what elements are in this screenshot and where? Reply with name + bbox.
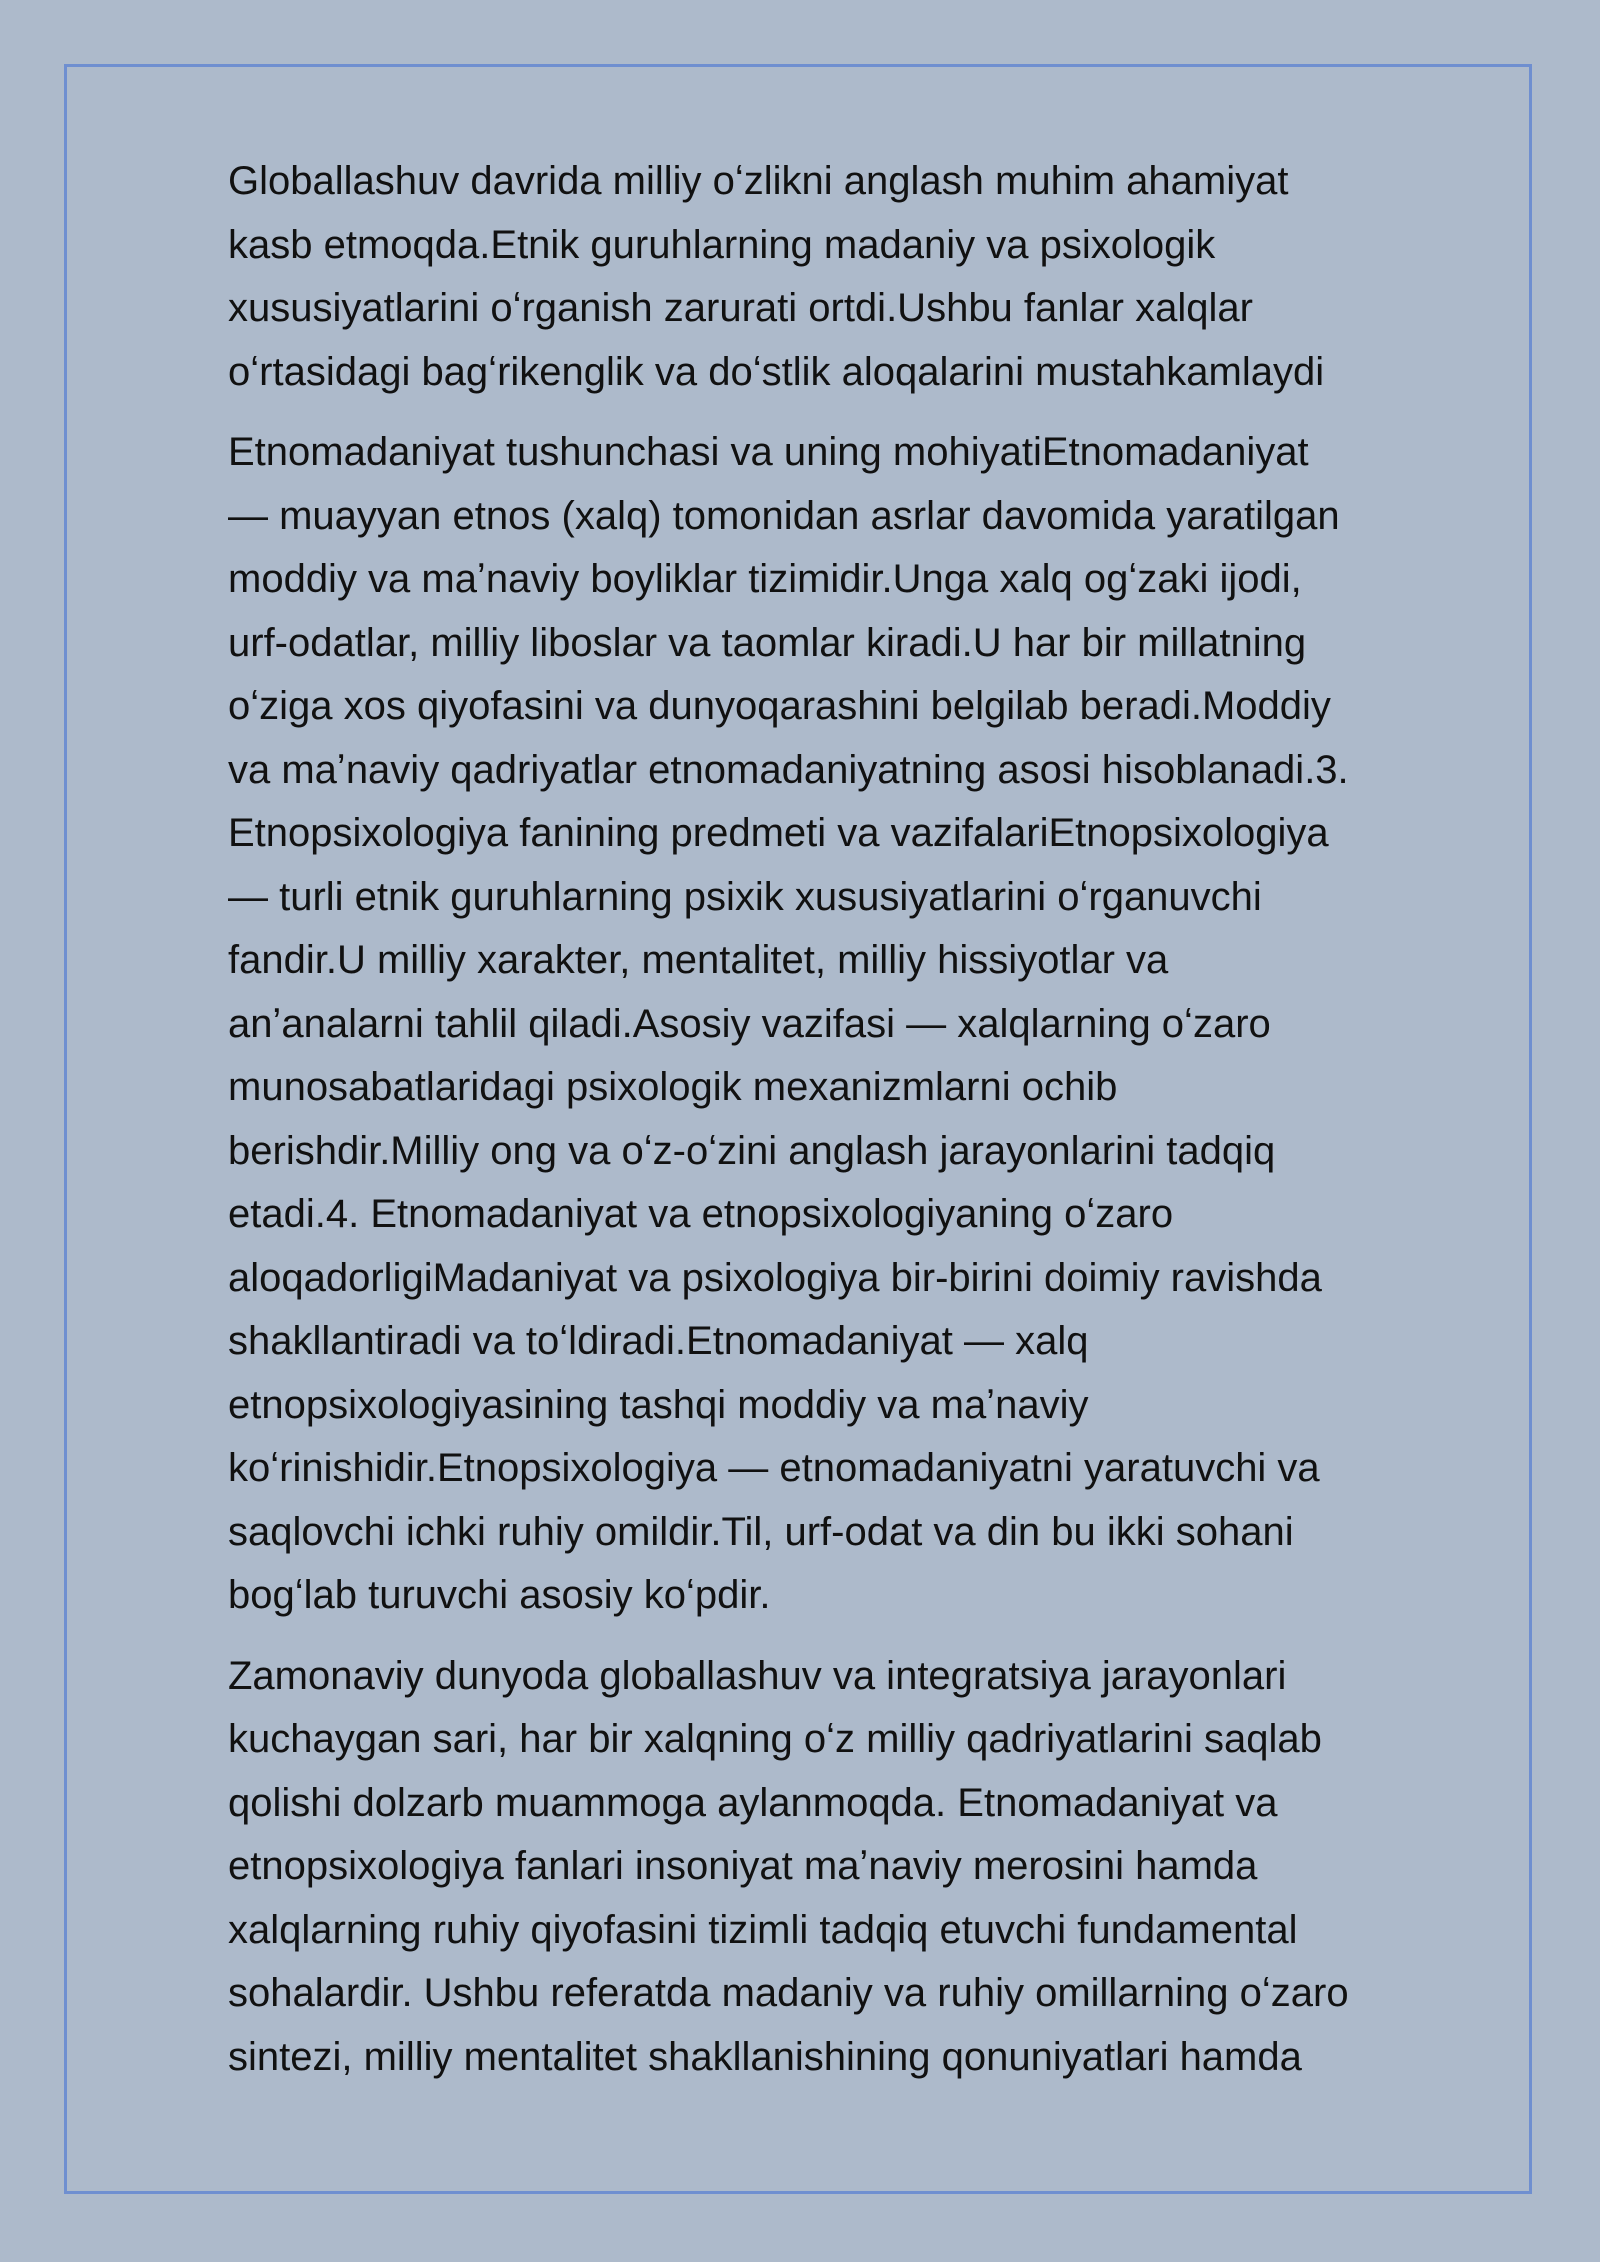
paragraph-etnomadaniyat: Etnomadaniyat tushunchasi va uning mohiyatiEtnomadaniyat — muayyan etnos (xalq) tomonidan asrlar davomida yaratilgan moddiy va maʼnaviy boyliklar tizimidir.Unga xalq ogʻzaki ijodi, urf-odatlar, milliy liboslar va taomlar kiradi.U har bir millatning oʻziga xos qiyofasini va dunyoqarashini belgilab beradi.Moddiy va maʼnaviy qadriyatlar etnomadaniyatning asosi hisoblanadi.3. Etnopsixologiya fanining predmeti va vazifalariEtnopsixologiya — turli etnik guruhlarning psixik xususiyatlarini oʻrganuvchi fandir.U milliy xarakter, mentalitet, milliy hissiyotlar va anʼanalarni tahlil qiladi.Asosiy vazifasi — xalqlarning oʻzaro munosabatlaridagi psixologik mexanizmlarni ochib berishdir.Milliy ong va oʻz-oʻzini anglash jarayonlarini tadqiq etadi.4. Etnomadaniyat va etnopsixologiyaning oʻzaro aloqadorligiMadaniyat va psixologiya bir-birini doimiy ravishda shakllantiradi va toʻldiradi.Etnomadaniyat — xalq etnopsixologiyasining tashqi moddiy va maʼnaviy koʻrinishidir.Etnopsixologiya — etnomadaniyatni yaratuvchi va saqlovchi ichki ruhiy omildir.Til, urf-odat va din bu ikki sohani bogʻlab turuvchi asosiy koʻpdir.: [228, 430, 1349, 1617]
document-body: [228, 150, 1498, 2106]
paragraph-zamonaviy: Zamonaviy dunyoda globallashuv va integratsiya jarayonlari kuchaygan sari, har bir xalqning oʻz milliy qadriyatlarini saqlab qolishi dolzarb muammoga aylanmoqda. Etnomadaniyat va etnopsixologiya fanlari insoniyat maʼnaviy merosini hamda xalqlarning ruhiy qiyofasini tizimli tadqiq etuvchi fundamental sohalardir. Ushbu referatda madaniy va ruhiy omillarning oʻzaro sintezi, milliy mentalitet shakllanishining qonuniyatlari hamda: [228, 1653, 1349, 2079]
paragraph-intro: Globallashuv davrida milliy oʻzlikni anglash muhim ahamiyat kasb etmoqda.Etnik guruhlarning madaniy va psixologik xususiyatlarini oʻrganish zarurati ortdi.Ushbu fanlar xalqlar oʻrtasidagi bagʻrikenglik va doʻstlik aloqalarini mustahkamlaydi: [228, 159, 1325, 394]
